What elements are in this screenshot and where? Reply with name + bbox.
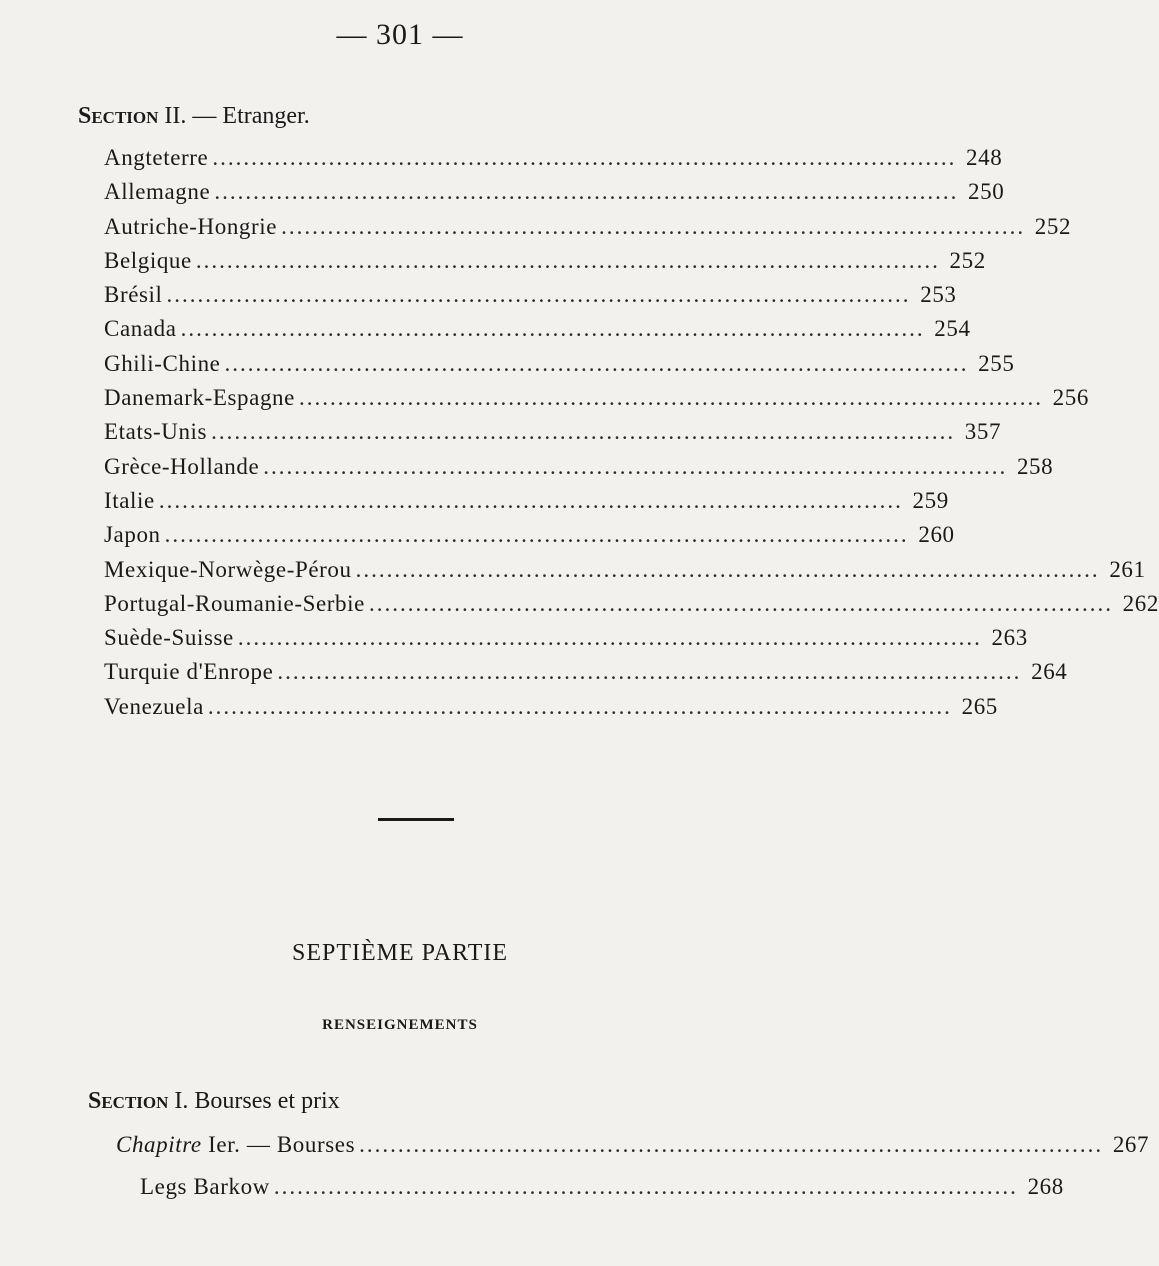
dot-leader: ................................................................................................ bbox=[263, 453, 1008, 479]
toc-entry-title: Venezuela bbox=[104, 693, 204, 719]
toc-entry-page: 259 bbox=[912, 487, 949, 513]
dot-leader: ................................................................................................ bbox=[224, 350, 969, 376]
section-title: I. Bourses et prix bbox=[174, 1088, 340, 1114]
toc-row bbox=[104, 590, 1159, 625]
dot-leader: ................................................................................................ bbox=[195, 247, 940, 273]
toc-row bbox=[104, 487, 949, 522]
toc-entry-title: Etats-Unis bbox=[104, 419, 208, 445]
dot-leader: ................................................................................................ bbox=[158, 487, 903, 513]
toc-entry-title: Italie bbox=[104, 487, 155, 513]
toc-entry-page: 255 bbox=[978, 350, 1015, 376]
toc-entry-title: Danemark-Espagne bbox=[104, 385, 295, 411]
section-heading-bourses bbox=[88, 1088, 340, 1115]
toc-entry-page: 252 bbox=[1034, 213, 1072, 239]
toc-row bbox=[104, 179, 1005, 213]
toc-entry-page: 264 bbox=[1031, 659, 1068, 685]
toc-entry-title: Grèce-Hollande bbox=[104, 453, 260, 479]
toc-entry-page: 253 bbox=[920, 282, 957, 308]
toc-entry-title: Allemagne bbox=[104, 179, 211, 205]
dot-leader: ................................................................................................ bbox=[368, 590, 1113, 616]
legs-row-container bbox=[140, 1174, 1064, 1208]
toc-row bbox=[104, 556, 1146, 591]
toc-row bbox=[104, 419, 1002, 453]
dot-leader: ................................................................................................ bbox=[211, 419, 956, 445]
legs-page: 268 bbox=[1027, 1174, 1064, 1199]
dot-leader: ................................................................................................ bbox=[355, 556, 1100, 582]
toc-entry-title: Belgique bbox=[104, 247, 192, 273]
toc-entry-title: Angteterre bbox=[104, 145, 209, 170]
dot-leader: ................................................................................................ bbox=[164, 522, 909, 548]
toc-row bbox=[104, 625, 1028, 659]
chapter-label: Chapitre bbox=[116, 1132, 202, 1157]
toc-entry-page: 263 bbox=[991, 625, 1028, 651]
dot-leader: ................................................................................................ bbox=[281, 213, 1026, 239]
chapter-row-container bbox=[116, 1132, 1150, 1166]
toc-entry-page: 261 bbox=[1109, 556, 1146, 582]
toc-row bbox=[104, 659, 1068, 693]
page-number: — 301 — bbox=[336, 18, 464, 51]
legs-row bbox=[140, 1174, 1064, 1208]
chapter-page: 267 bbox=[1112, 1132, 1150, 1157]
toc-entry-title: Suède-Suisse bbox=[104, 625, 234, 651]
chapter-name: — Bourses bbox=[246, 1132, 356, 1157]
toc-entry-page: 260 bbox=[918, 522, 955, 548]
toc-entry-page: 265 bbox=[961, 693, 998, 719]
toc-entry-page: 262 bbox=[1122, 590, 1159, 616]
chapter-row bbox=[116, 1132, 1150, 1166]
section-title: II. — Etranger. bbox=[164, 103, 310, 129]
toc-row bbox=[104, 282, 957, 316]
toc-row bbox=[104, 522, 955, 556]
toc-entry-title: Canada bbox=[104, 316, 177, 342]
toc-entry-page: 256 bbox=[1052, 385, 1089, 411]
dot-leader: ................................................................................................ bbox=[237, 625, 982, 651]
toc-entry-title: Japon bbox=[104, 522, 161, 548]
toc-entry-title: Portugal-Roumanie-Serbie bbox=[104, 590, 365, 616]
toc-entry-page: 250 bbox=[968, 179, 1005, 205]
section-label: Section bbox=[78, 103, 159, 129]
toc-entry-title: Mexique-Norwège-Pérou bbox=[104, 556, 352, 582]
legs-title: Legs Barkow bbox=[140, 1174, 270, 1199]
chapter-title bbox=[116, 1132, 355, 1158]
toc-row bbox=[104, 247, 986, 282]
toc-entry-title: Ghili-Chine bbox=[104, 350, 221, 376]
dot-leader: ................................................................................................ bbox=[214, 179, 959, 205]
toc-row bbox=[104, 213, 1072, 248]
toc-entry-page: 248 bbox=[966, 145, 1003, 170]
toc-entry-page: 258 bbox=[1016, 453, 1054, 479]
toc-entry-title: Autriche-Hongrie bbox=[104, 213, 278, 239]
part-subtitle: RENSEIGNEMENTS bbox=[322, 1017, 478, 1033]
horizontal-rule bbox=[378, 818, 454, 821]
toc-entry-title: Turquie d'Enrope bbox=[104, 659, 274, 685]
dot-leader: ................................................................................................ bbox=[207, 693, 952, 719]
toc-row bbox=[104, 316, 971, 350]
dot-leader: ................................................................................................ bbox=[166, 282, 911, 308]
dot-leader: ................................................................................................ bbox=[273, 1174, 1018, 1199]
toc-row bbox=[104, 453, 1054, 488]
toc-row bbox=[104, 145, 1003, 179]
toc-entry-page: 252 bbox=[949, 247, 986, 273]
toc-entry-page: 254 bbox=[934, 316, 971, 342]
part-title: SEPTIÈME PARTIE bbox=[291, 940, 509, 966]
toc-entry-title: Brésil bbox=[104, 282, 163, 308]
dot-leader: ................................................................................................ bbox=[277, 659, 1022, 685]
chapter-number: Ier. bbox=[208, 1132, 241, 1157]
section-label: Section bbox=[88, 1088, 169, 1114]
toc-row bbox=[104, 385, 1089, 419]
dot-leader: ................................................................................................ bbox=[298, 385, 1043, 411]
toc-row bbox=[104, 693, 998, 728]
dot-leader: ................................................................................................ bbox=[212, 145, 957, 170]
toc-row bbox=[104, 350, 1015, 385]
dot-leader: ................................................................................................ bbox=[180, 316, 925, 342]
section-heading-foreign bbox=[78, 103, 310, 130]
toc-entry-page: 357 bbox=[964, 419, 1002, 445]
toc-list bbox=[104, 145, 1159, 728]
dot-leader: ................................................................................................ bbox=[359, 1132, 1104, 1157]
